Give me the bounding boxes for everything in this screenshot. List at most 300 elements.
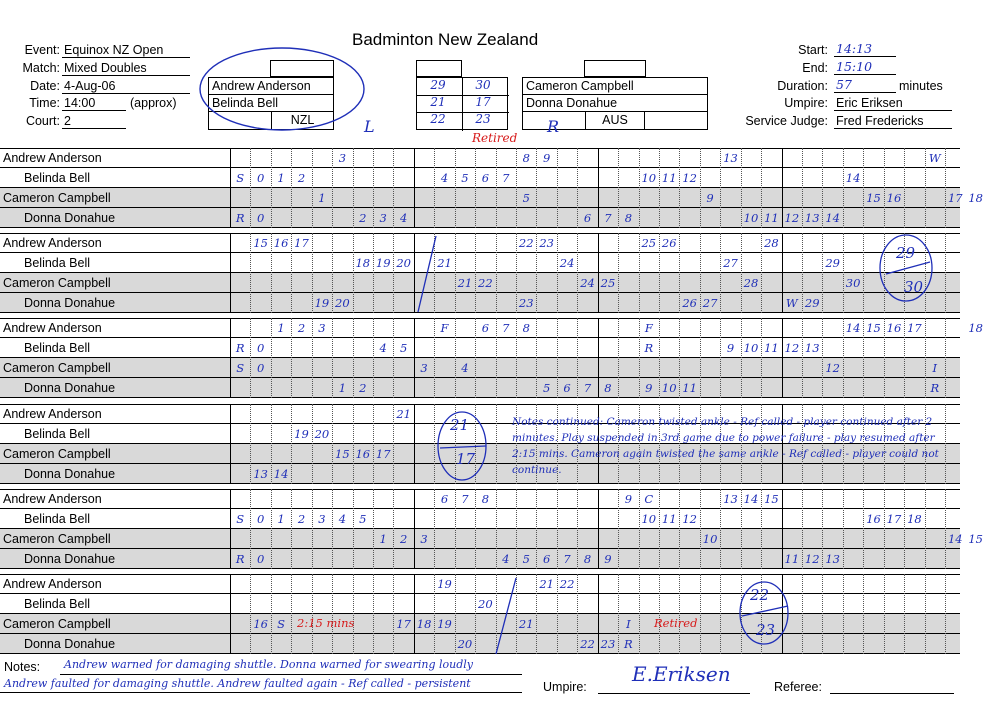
grid-column-line [516, 489, 517, 569]
score-cell: 4 [379, 341, 387, 355]
grid-column-line [291, 318, 292, 398]
score-cell: 18 [907, 512, 922, 526]
score-cell: 10 [702, 532, 718, 546]
grid-column-line [557, 489, 558, 569]
grid-column-line [720, 148, 721, 228]
grid-column-line [679, 233, 680, 313]
team-left-player1: Andrew Anderson [209, 78, 333, 95]
grid-column-line [761, 318, 762, 398]
player-name: Andrew Anderson [3, 321, 102, 335]
score-cell: 18 [968, 191, 983, 205]
grid-column-line [598, 233, 599, 313]
grid-column-line [822, 574, 823, 654]
start-value: 14:13 [834, 42, 896, 57]
grid-column-line [373, 318, 374, 398]
umpire-signature: E.Eriksen [632, 662, 731, 686]
grid-column-line [475, 148, 476, 228]
score-cell: 6 [542, 552, 551, 566]
grid-column-line [639, 318, 640, 398]
grid-column-line [863, 574, 864, 654]
score-cell: 9 [604, 552, 612, 566]
score-cell: 5 [522, 191, 530, 205]
game3-circled-left: 22 [750, 586, 770, 604]
score-cell: 17 [947, 191, 963, 205]
score-row [0, 273, 960, 293]
grid-column-line [332, 318, 333, 398]
score-cell: 15 [764, 492, 779, 506]
score-row [0, 634, 960, 654]
score-cell: 17 [396, 617, 411, 631]
grid-column-line [659, 574, 660, 654]
date-label: Date: [30, 79, 60, 93]
grid-column-line [230, 489, 231, 569]
score-cell: 25 [600, 276, 616, 290]
score-cell: 6 [440, 492, 449, 506]
score-row [0, 358, 960, 378]
score-cell: 4 [338, 512, 347, 526]
score-cell: 20 [314, 427, 330, 441]
player-name: Belinda Bell [24, 256, 91, 270]
score-cell: 12 [682, 171, 697, 185]
score-cell: 7 [502, 171, 510, 185]
grid-column-line [353, 489, 354, 569]
score-cell: 2 [359, 381, 367, 395]
score-cell: 14 [273, 467, 289, 481]
game3-suspend-slash [492, 576, 520, 656]
grid-column-line [250, 574, 251, 654]
player-name: Donna Donahue [24, 211, 116, 225]
score-row [0, 253, 960, 273]
score-cell: 22 [580, 637, 595, 651]
game2-left-score: 21 [430, 95, 446, 109]
grid-column-line [720, 233, 721, 313]
time-note: (approx) [130, 96, 177, 110]
score-cell: 24 [580, 276, 595, 290]
score-cell: W [928, 151, 941, 165]
grid-column-line [393, 148, 394, 228]
grid-column-line [475, 489, 476, 569]
service-judge-value: Fred Fredericks [834, 114, 952, 129]
grid-column-line [393, 574, 394, 654]
score-cell: 11 [764, 341, 779, 355]
time-label: Time: [29, 96, 60, 110]
score-row [0, 594, 960, 614]
grid-column-line [230, 318, 231, 398]
score-cell: 20 [457, 637, 473, 651]
grid-column-line [271, 148, 272, 228]
grid-column-line [884, 489, 885, 569]
score-cell: 8 [481, 492, 490, 506]
grid-column-line [863, 318, 864, 398]
grid-column-line [741, 148, 742, 228]
grid-column-line [250, 148, 251, 228]
score-cell: 0 [256, 361, 265, 375]
grid-column-line [577, 489, 578, 569]
score-cell: R [235, 341, 245, 355]
score-cell: 25 [641, 236, 657, 250]
grid-column-line [904, 489, 905, 569]
team-left-circle [198, 44, 370, 134]
grid-column-line [843, 318, 844, 398]
grid-column-line [700, 318, 701, 398]
grid-column-line [393, 233, 394, 313]
grid-column-line [863, 233, 864, 313]
score-cell: 11 [661, 512, 677, 526]
score-cell: 24 [559, 256, 575, 270]
score-cell: 15 [968, 532, 983, 546]
grid-column-line [679, 574, 680, 654]
grid-column-line [332, 489, 333, 569]
player-name: Belinda Bell [24, 597, 91, 611]
left-side-mark: L [364, 117, 375, 136]
player-name: Cameron Campbell [3, 276, 111, 290]
grid-column-line [271, 489, 272, 569]
score-cell: S [236, 361, 245, 375]
grid-column-line [720, 489, 721, 569]
grid-column-line [455, 318, 456, 398]
grid-column-line [598, 318, 599, 398]
grid-column-line [496, 489, 497, 569]
service-judge-label: Service Judge: [745, 114, 828, 128]
grid-column-line [536, 233, 537, 313]
grid-column-line [700, 574, 701, 654]
score-cell: 4 [399, 211, 408, 225]
grid-column-line [945, 233, 946, 313]
grid-column-line [802, 318, 803, 398]
page-title: Badminton New Zealand [352, 30, 539, 49]
score-cell: 11 [682, 381, 697, 395]
player-name: Cameron Campbell [3, 532, 111, 546]
grid-column-line [332, 574, 333, 654]
grid-column-line [291, 233, 292, 313]
player-name: Cameron Campbell [3, 617, 111, 631]
score-cell: 29 [825, 256, 840, 270]
grid-column-line [557, 574, 558, 654]
score-cell: 20 [396, 256, 411, 270]
score-cell: 19 [375, 256, 391, 270]
end-label: End: [802, 61, 828, 75]
score-cell: 5 [399, 341, 408, 355]
score-cell: 9 [645, 381, 653, 395]
player-name: Andrew Anderson [3, 492, 102, 506]
score-cell: 14 [845, 171, 861, 185]
grid-column-line [741, 233, 742, 313]
grid-column-line [455, 233, 456, 313]
grid-column-line [679, 318, 680, 398]
player-name: Andrew Anderson [3, 577, 102, 591]
score-cell: 15 [866, 191, 881, 205]
grid-column-line [434, 318, 435, 398]
grid-column-line [884, 574, 885, 654]
grid-column-line [659, 489, 660, 569]
grid-column-line [353, 233, 354, 313]
score-row [0, 614, 960, 634]
score-cell: 8 [583, 552, 592, 566]
grid-column-line [863, 489, 864, 569]
grid-column-line [373, 404, 374, 484]
grid-column-line [618, 148, 619, 228]
score-cell: 1 [318, 191, 326, 205]
score-cell: 23 [600, 637, 616, 651]
player-name: Donna Donahue [24, 552, 116, 566]
player-name: Belinda Bell [24, 341, 91, 355]
score-cell: 21 [518, 617, 534, 631]
player-name: Cameron Campbell [3, 447, 111, 461]
score-cell: 12 [682, 512, 697, 526]
grid-column-line [291, 148, 292, 228]
score-cell: R [644, 341, 654, 355]
score-header-box [416, 60, 462, 77]
grid-column-line [496, 148, 497, 228]
notes-label: Notes: [4, 660, 41, 674]
score-cell: 14 [947, 532, 963, 546]
right-side-mark: R [547, 117, 560, 136]
grid-column-line [577, 574, 578, 654]
score-cell: 22 [518, 236, 534, 250]
score-cell: 5 [461, 171, 469, 185]
power-failure-note: 2:15 mins [297, 616, 355, 630]
score-cell: 13 [253, 467, 268, 481]
grid-column-line [516, 148, 517, 228]
score-cell: 8 [604, 381, 612, 395]
score-cell: 22 [559, 577, 575, 591]
score-row [0, 489, 960, 509]
grid-column-line [373, 148, 374, 228]
grid-column-line [843, 574, 844, 654]
player-name: Belinda Bell [24, 427, 91, 441]
score-cell: 3 [379, 211, 387, 225]
score-cell: 18 [355, 256, 371, 270]
score-cell: 13 [825, 552, 840, 566]
score-cell: 21 [396, 407, 411, 421]
grid-column-line [353, 574, 354, 654]
game1-left-score: 29 [430, 78, 446, 92]
score-cell: C [644, 492, 654, 506]
score-cell: 7 [502, 321, 510, 335]
umpire-value: Eric Eriksen [834, 96, 952, 111]
score-cell: 11 [661, 171, 677, 185]
notes-rule2 [0, 692, 522, 693]
score-cell: 1 [277, 171, 285, 185]
grid-column-line [618, 574, 619, 654]
grid-column-line [884, 318, 885, 398]
grid-column-line [536, 318, 537, 398]
score-cell: 16 [886, 191, 902, 205]
score-cell: 19 [437, 577, 452, 591]
grid-column-line [271, 574, 272, 654]
score-cell: 13 [723, 492, 738, 506]
score-cell: 7 [583, 381, 592, 395]
player-name: Donna Donahue [24, 296, 116, 310]
score-cell: 10 [743, 211, 759, 225]
grid-column-line [741, 318, 742, 398]
score-cell: 12 [784, 211, 800, 225]
grid-column-line [250, 233, 251, 313]
grid-column-line [414, 318, 415, 398]
score-cell: 1 [338, 381, 347, 395]
score-cell: 2 [297, 321, 306, 335]
umpire-signature-label: Umpire: [543, 680, 587, 694]
grid-column-line [496, 233, 497, 313]
grid-column-line [353, 148, 354, 228]
score-cell: 9 [706, 191, 714, 205]
grid-column-line [250, 404, 251, 484]
score-cell: 17 [907, 321, 922, 335]
grid-column-line [577, 233, 578, 313]
score-row [0, 188, 983, 208]
score-cell: I [626, 617, 631, 631]
score-cell: 5 [542, 381, 551, 395]
score-cell: 1 [379, 532, 387, 546]
grid-column-line [822, 148, 823, 228]
grid-column-line [884, 148, 885, 228]
block6-retired: Retired [654, 616, 698, 630]
grid-column-line [843, 489, 844, 569]
grid-column-line [353, 318, 354, 398]
score-cell: 18 [968, 321, 983, 335]
score-cell: 5 [522, 552, 530, 566]
notes-line1: Andrew warned for damaging shuttle. Donna warned for swearing loudly [64, 658, 474, 671]
score-cell: 3 [318, 512, 326, 526]
score-cell: 9 [542, 151, 551, 165]
grid-column-line [618, 489, 619, 569]
grid-column-line [414, 404, 415, 484]
score-cell: 16 [866, 512, 881, 526]
court-value: 2 [62, 114, 126, 129]
grid-column-line [557, 318, 558, 398]
score-row [0, 148, 960, 168]
grid-column-line [393, 404, 394, 484]
start-label: Start: [798, 43, 828, 57]
notes-continued: Notes continued: Cameron twisted ankle - Ref called - player continued after 2 minutes. Play suspended in 3rd game due to power failure - play resumed after 2:15 mins. Cameron again twisted the same ankle - Ref called - player could not continue. [512, 416, 939, 476]
retired-note: Retired [472, 131, 518, 145]
player-name: Cameron Campbell [3, 361, 111, 375]
grid-column-line [434, 148, 435, 228]
score-cell: 5 [359, 512, 367, 526]
score-cell: 15 [866, 321, 881, 335]
score-cell: 4 [440, 171, 449, 185]
grid-column-line [496, 318, 497, 398]
grid-column-line [679, 489, 680, 569]
score-cell: 27 [702, 296, 718, 310]
score-cell: 8 [522, 151, 530, 165]
score-cell: 12 [804, 552, 820, 566]
grid-column-line [945, 574, 946, 654]
grid-column-line [373, 574, 374, 654]
grid-column-line [761, 233, 762, 313]
score-cell: 14 [845, 321, 861, 335]
grid-column-line [782, 148, 783, 228]
score-row [0, 233, 960, 253]
score-cell: 9 [624, 492, 633, 506]
score-cell: 4 [461, 361, 469, 375]
score-cell: 1 [277, 512, 285, 526]
score-cell: 3 [420, 532, 428, 546]
game1-end-slash [414, 234, 442, 314]
grid-column-line [761, 489, 762, 569]
grid-column-line [312, 404, 313, 484]
notes-rule1 [60, 674, 522, 675]
score-cell: 2 [297, 512, 306, 526]
grid-column-line [904, 318, 905, 398]
score-cell: 0 [256, 171, 265, 185]
grid-column-line [679, 148, 680, 228]
game3-left-score: 22 [430, 112, 446, 126]
grid-column-line [230, 404, 231, 484]
game3-circled-right: 23 [756, 621, 776, 639]
grid-column-line [230, 148, 231, 228]
score-cell: F [644, 321, 653, 335]
score-cell: 13 [723, 151, 738, 165]
score-row [0, 208, 960, 228]
grid-column-line [271, 404, 272, 484]
grid-column-line [782, 318, 783, 398]
grid-column-line [434, 489, 435, 569]
score-cell: 30 [845, 276, 861, 290]
score-cell: 0 [256, 211, 265, 225]
grid-column-line [414, 489, 415, 569]
score-cell: F [440, 321, 449, 335]
score-cell: 20 [335, 296, 350, 310]
grid-column-line [312, 489, 313, 569]
team-right-player2: Donna Donahue [523, 95, 707, 112]
score-cell: R [624, 637, 633, 651]
score-row [0, 318, 983, 338]
player-name: Cameron Campbell [3, 191, 111, 205]
score-cell: 26 [682, 296, 697, 310]
grid-column-line [618, 318, 619, 398]
score-cell: 27 [723, 256, 738, 270]
score-cell: 17 [886, 512, 902, 526]
notes-line2: Andrew faulted for damaging shuttle. Andrew faulted again - Ref called - persistent [4, 677, 471, 690]
grid-column-line [639, 233, 640, 313]
score-row [0, 549, 960, 569]
grid-column-line [639, 489, 640, 569]
game2-circled-right: 17 [456, 450, 476, 468]
score-cell: 13 [804, 211, 820, 225]
score-cell: R [930, 381, 940, 395]
score-cell: 16 [886, 321, 902, 335]
grid-column-line [373, 233, 374, 313]
grid-column-line [843, 148, 844, 228]
grid-column-line [925, 318, 926, 398]
grid-column-line [353, 404, 354, 484]
game3-right-score: 23 [475, 112, 491, 126]
grid-column-line [802, 233, 803, 313]
grid-column-line [332, 233, 333, 313]
score-cell: 3 [318, 321, 326, 335]
grid-column-line [373, 489, 374, 569]
grid-column-line [945, 318, 946, 398]
game1-circled-left: 29 [896, 244, 916, 262]
player-name: Andrew Anderson [3, 407, 102, 421]
grid-column-line [516, 233, 517, 313]
match-value: Mixed Doubles [62, 61, 190, 76]
grid-column-line [904, 148, 905, 228]
score-cell: 20 [478, 597, 493, 611]
grid-column-line [659, 233, 660, 313]
grid-column-line [271, 318, 272, 398]
grid-column-line [291, 574, 292, 654]
score-cell: I [932, 361, 938, 375]
score-row [0, 338, 960, 358]
score-cell: 11 [784, 552, 800, 566]
score-cell: 1 [277, 321, 285, 335]
score-cell: 15 [335, 447, 350, 461]
grid-column-line [822, 318, 823, 398]
score-cell: R [235, 552, 245, 566]
score-cell: 29 [804, 296, 820, 310]
